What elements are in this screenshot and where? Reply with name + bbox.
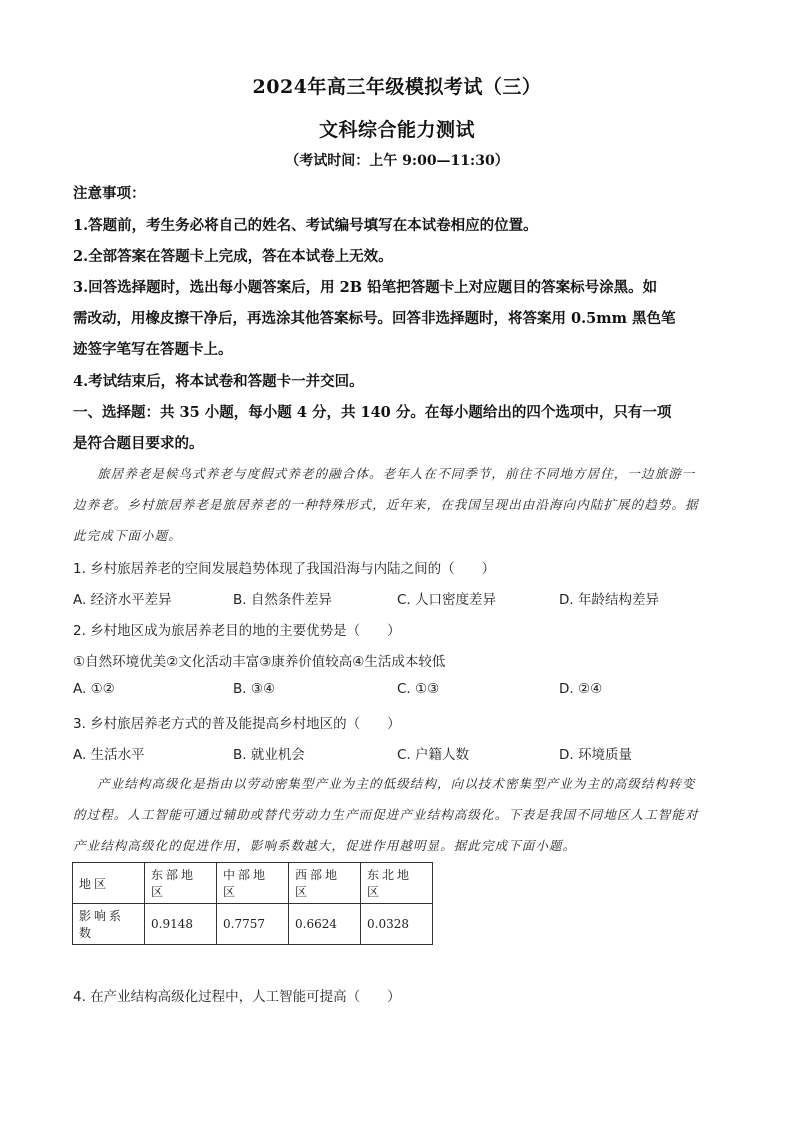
question-3-option-c: C. 户籍人数 bbox=[397, 747, 470, 763]
notice-heading: 注意事项： bbox=[73, 185, 146, 202]
question-3-option-b: B. 就业机会 bbox=[233, 747, 305, 763]
question-2-option-b: B. ③④ bbox=[233, 681, 276, 697]
table-cell: 0.7757 bbox=[217, 904, 289, 945]
question-2-choices: ①自然环境优美②文化活动丰富③康养价值较高④生活成本较低 bbox=[73, 654, 446, 670]
table-row bbox=[73, 904, 433, 945]
influence-coefficient-table bbox=[72, 862, 433, 945]
table-cell: 0.6624 bbox=[289, 904, 361, 945]
question-3-option-d: D. 环境质量 bbox=[559, 747, 632, 763]
section-instruction-cont: 是符合题目要求的。 bbox=[73, 435, 204, 452]
exam-subject: 文科综合能力测试 bbox=[318, 119, 475, 141]
exam-title: 2024年高三年级模拟考试（三） bbox=[252, 76, 542, 98]
question-2-option-a: A. ①② bbox=[73, 681, 115, 697]
question-1-option-c: C. 人口密度差异 bbox=[397, 592, 497, 608]
question-2-stem: 2. 乡村地区成为旅居养老目的地的主要优势是（ ） bbox=[73, 623, 401, 639]
question-1-stem: 1. 乡村旅居养老的空间发展趋势体现了我国沿海与内陆之间的（ ） bbox=[73, 561, 496, 577]
question-1-option-b: B. 自然条件差异 bbox=[233, 592, 332, 608]
notice-item-4: 4.考试结束后，将本试卷和答题卡一并交回。 bbox=[73, 373, 364, 390]
notice-item-3-end: 迹签字笔写在答题卡上。 bbox=[73, 341, 233, 358]
passage-2-line-2: 的过程。人工智能可通过辅助或替代劳动力生产而促进产业结构高级化。下表是我国不同地区人工智能对 bbox=[73, 807, 699, 822]
question-3-option-a: A. 生活水平 bbox=[73, 747, 145, 763]
notice-item-3: 3.回答选择题时，选出每小题答案后，用 2B 铅笔把答题卡上对应题目的答案标号涂黑。如 bbox=[73, 279, 658, 296]
question-3-stem: 3. 乡村旅居养老方式的普及能提高乡村地区的（ ） bbox=[73, 716, 401, 732]
question-1-option-d: D. 年龄结构差异 bbox=[559, 592, 659, 608]
table-header-cell: 中部地区 bbox=[217, 863, 289, 904]
question-2-option-d: D. ②④ bbox=[559, 681, 603, 697]
passage-1-line-2: 边养老。乡村旅居养老是旅居养老的一种特殊形式，近年来，在我国呈现出由沿海向内陆扩展的趋势。据 bbox=[73, 497, 699, 512]
notice-item-2: 2.全部答案在答题卡上完成，答在本试卷上无效。 bbox=[73, 248, 393, 265]
passage-2-line-1: 产业结构高级化是指由以劳动密集型产业为主的低级结构，向以技术密集型产业为主的高级结构转变 bbox=[97, 776, 696, 791]
table-header-cell: 东部地区 bbox=[145, 863, 217, 904]
notice-item-3-cont: 需改动，用橡皮擦干净后，再选涂其他答案标号。回答非选择题时，将答案用 0.5mm 黑色笔 bbox=[73, 310, 676, 327]
table-cell: 0.0328 bbox=[361, 904, 433, 945]
table-header-row bbox=[73, 863, 433, 904]
passage-2-line-3: 产业结构高级化的促进作用，影响系数越大，促进作用越明显。据此完成下面小题。 bbox=[73, 838, 577, 853]
question-2-option-c: C. ①③ bbox=[397, 681, 440, 697]
table-cell: 0.9148 bbox=[145, 904, 217, 945]
section-instruction: 一、选择题：共 35 小题，每小题 4 分，共 140 分。在每小题给出的四个选项中，只有一项 bbox=[73, 404, 672, 421]
question-1-option-a: A. 经济水平差异 bbox=[73, 592, 172, 608]
table-header-cell: 西部地区 bbox=[289, 863, 361, 904]
passage-1-line-3: 此完成下面小题。 bbox=[73, 528, 182, 543]
table-cell: 影响系数 bbox=[73, 904, 145, 945]
table-header-cell: 东北地区 bbox=[361, 863, 433, 904]
passage-1-line-1: 旅居养老是候鸟式养老与度假式养老的融合体。老年人在不同季节，前往不同地方居住，一边旅游一 bbox=[97, 466, 696, 481]
notice-item-1: 1.答题前，考生务必将自己的姓名、考试编号填写在本试卷相应的位置。 bbox=[73, 217, 538, 234]
exam-time: （考试时间：上午 9:00—11:30） bbox=[285, 153, 509, 169]
table-header-cell: 地区 bbox=[73, 863, 145, 904]
question-4-stem: 4. 在产业结构高级化过程中，人工智能可提高（ ） bbox=[73, 989, 401, 1005]
